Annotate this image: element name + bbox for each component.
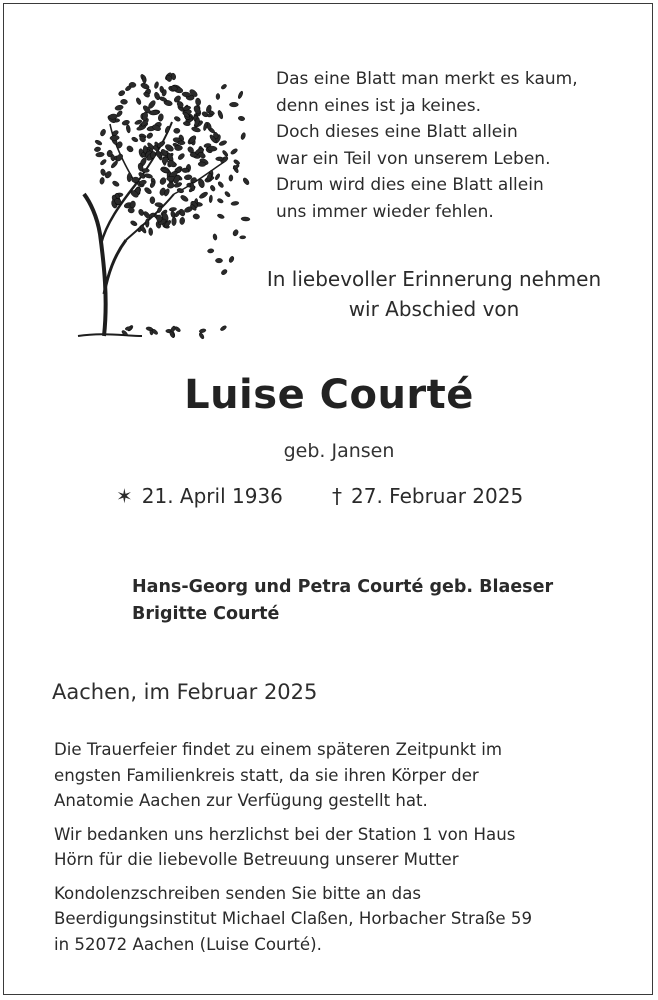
leaf-shape — [154, 81, 159, 89]
mourner-name: Hans-Georg und Petra Courté geb. Blaeser — [132, 577, 554, 597]
notice-line: Kondolenzschreiben senden Sie bitte an das — [54, 883, 422, 903]
birth-date: 21. April 1936 — [141, 484, 283, 508]
leaf-shape — [99, 177, 104, 185]
leaf-shape — [217, 213, 225, 219]
poem-line: Doch dieses eine Blatt allein — [276, 122, 518, 142]
leaf-shape — [240, 132, 246, 140]
leaf-shape — [216, 157, 224, 161]
notice-line: in 52072 Aachen (Luise Courté). — [54, 934, 322, 954]
birth-date-group — [116, 484, 283, 508]
cross-death-icon: † — [332, 484, 342, 508]
notice-line: Beerdigungsinstitut Michael Claßen, Horbacher Straße 59 — [54, 909, 533, 928]
notice-line: engsten Familienkreis statt, da sie ihren Körper der — [54, 765, 479, 785]
leaf-shape — [220, 268, 228, 275]
poem-line: denn eines ist ja keines. — [276, 95, 481, 116]
remembrance-text — [236, 264, 632, 324]
leaf-shape — [171, 217, 176, 226]
leaf-shape — [100, 168, 106, 176]
poem-line: war ein Teil von unserem Leben. — [276, 148, 551, 169]
tree-with-falling-leaves-icon — [64, 44, 254, 344]
leaf-shape — [99, 158, 107, 166]
leaf-shape — [207, 248, 214, 253]
leaf-shape — [127, 173, 132, 182]
leaf-shape — [146, 326, 153, 331]
death-date-group — [332, 484, 523, 508]
leaf-shape — [112, 180, 120, 187]
leaf-shape — [156, 215, 162, 223]
notice-line: Anatomie Aachen zur Verfügung gestellt hat. — [54, 791, 428, 810]
leaf-shape — [193, 213, 201, 219]
leaf-shape — [130, 220, 138, 227]
leaf-shape — [131, 136, 139, 143]
leaf-shape — [240, 236, 246, 240]
leaf-shape — [220, 325, 228, 332]
leaf-shape — [126, 124, 131, 133]
poem-line: Das eine Blatt man merkt es kaum, — [276, 69, 578, 89]
leaf-shape — [178, 141, 185, 145]
notice-thanks — [54, 822, 614, 873]
leaf-shape — [110, 135, 120, 141]
leaf-shape — [142, 75, 147, 83]
leaf-shape — [228, 256, 235, 264]
leaf-shape — [220, 83, 227, 90]
leaf-shape — [215, 258, 222, 263]
notice-funeral — [54, 737, 614, 814]
leaf-shape — [94, 146, 101, 152]
leaf-shape — [238, 116, 245, 122]
leaf-shape — [229, 175, 233, 182]
leaf-shape — [198, 191, 208, 200]
notice-condolences — [54, 881, 614, 958]
notice-line: Wir bedanken uns herzlichst bei der Station 1 von Haus — [54, 824, 516, 844]
leaf-shape — [174, 145, 182, 151]
mourners-list — [132, 574, 553, 628]
leaf-shape — [222, 150, 229, 158]
leaf-shape — [95, 152, 104, 157]
leaf-shape — [135, 97, 141, 105]
notice-line: Hörn für die liebevolle Betreuung unserer Mutter — [54, 850, 459, 869]
leaf-shape — [148, 228, 153, 236]
mourner-name: Brigitte Courté — [132, 604, 280, 624]
leaf-shape — [156, 140, 166, 149]
leaf-shape — [177, 152, 186, 160]
leaf-shape — [180, 194, 190, 203]
life-dates — [0, 484, 658, 512]
death-date: 27. Februar 2025 — [351, 484, 524, 508]
leaf-shape — [114, 104, 123, 111]
star-birth-icon: ✶ — [116, 484, 133, 508]
leaf-shape — [169, 331, 175, 339]
leaf-shape — [217, 110, 224, 120]
leaf-shape — [174, 128, 180, 133]
leaf-shape — [217, 198, 224, 204]
notices — [54, 737, 614, 965]
leaf-shape — [198, 162, 206, 167]
leaf-shape — [129, 82, 136, 88]
poem — [276, 66, 578, 225]
leaf-shape — [118, 89, 126, 96]
leaf-shape — [209, 184, 216, 191]
place-date: Aachen, im Februar 2025 — [52, 680, 318, 704]
leaf-shape — [155, 202, 163, 207]
leaf-shape — [174, 116, 182, 123]
leaf-shape — [214, 173, 220, 181]
leaf-shape — [179, 217, 185, 225]
maiden-name: geb. Jansen — [283, 440, 395, 462]
leaf-shape — [233, 159, 241, 166]
leaf-shape — [99, 128, 106, 136]
leaf-shape — [110, 160, 119, 169]
leaf-shape — [145, 219, 149, 228]
leaf-shape — [218, 140, 227, 147]
leaf-shape — [158, 113, 164, 121]
notice-line: Die Trauerfeier findet zu einem späteren Zeitpunkt im — [54, 740, 502, 759]
leaf-shape — [231, 201, 239, 206]
leaf-shape — [143, 145, 147, 153]
leaf-shape — [216, 93, 220, 99]
leaf-shape — [195, 98, 201, 106]
leaf-shape — [159, 177, 167, 186]
leaf-shape — [164, 125, 170, 133]
leaf-shape — [213, 233, 218, 240]
leaf-shape — [209, 195, 213, 203]
leaf-shape — [230, 148, 239, 156]
leaf-shape — [182, 168, 189, 173]
remembrance-line: wir Abschied von — [348, 297, 520, 321]
poem-line: uns immer wieder fehlen. — [276, 201, 494, 222]
deceased-name: Luise Courté — [184, 372, 474, 418]
leaf-shape — [146, 132, 154, 140]
leaf-shape — [241, 217, 250, 222]
leaf-shape — [167, 182, 175, 188]
leaf-shape — [191, 126, 201, 133]
leaf-shape — [229, 102, 238, 107]
poem-line: Drum wird dies eine Blatt allein — [276, 175, 544, 195]
leaf-shape — [237, 90, 243, 99]
leaf-shape — [94, 139, 102, 146]
leaf-shape — [107, 150, 113, 157]
leaf-shape — [159, 96, 168, 102]
leaf-shape — [199, 328, 206, 333]
leaf-shape — [126, 145, 135, 154]
leaf-shape — [120, 99, 127, 104]
leaf-shape — [150, 197, 155, 204]
leaf-shape — [217, 181, 224, 189]
remembrance-line: In liebevoller Erinnerung nehmen — [266, 267, 602, 291]
leaf-shape — [224, 191, 231, 198]
leaf-shape — [232, 229, 239, 237]
leaf-shape — [198, 332, 205, 340]
leaf-shape — [242, 177, 250, 186]
